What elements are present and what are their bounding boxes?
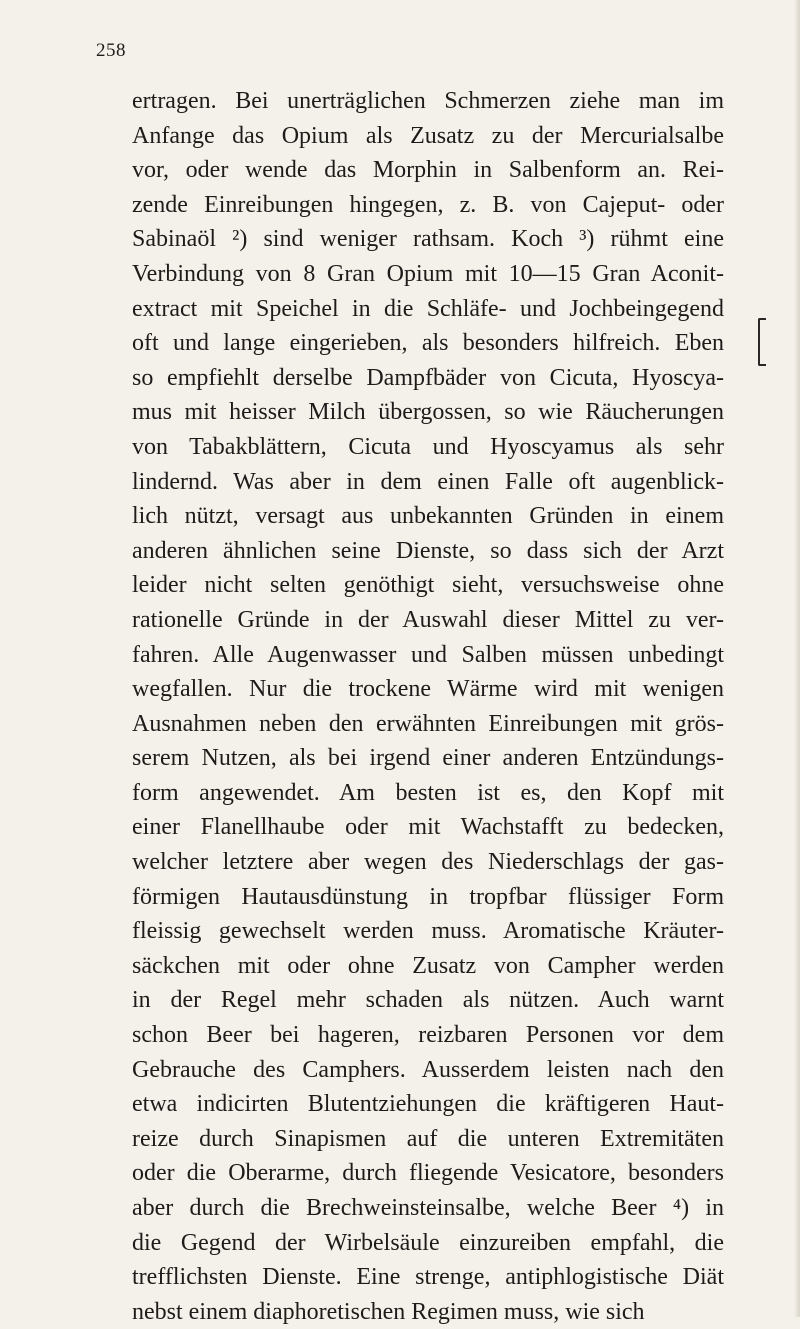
text-line: leider nicht selten genöthigt sieht, versuchsweise ohne [132,572,724,599]
text-line: säckchen mit oder ohne Zusatz von Campher werden [132,952,724,979]
text-line: Anfange das Opium als Zusatz zu der Mercurialsalbe [132,122,724,149]
text-line: extract mit Speichel in die Schläfe- und Jochbeingegend [132,295,724,322]
text-line: nebst einem diaphoretischen Regimen muss, wie sich [132,1298,645,1325]
margin-bracket-mark [758,318,766,366]
text-line: zende Einreibungen hingegen, z. B. von Cajeput- oder [132,191,724,218]
text-line: schon Beer bei hageren, reizbaren Personen vor dem [132,1022,724,1049]
text-line: wegfallen. Nur die trockene Wärme wird mit wenigen [132,676,724,703]
text-line: aber durch die Brechweinsteinsalbe, welche Beer ⁴) in [132,1195,724,1221]
text-line: serem Nutzen, als bei irgend einer anderen Entzündungs- [132,745,724,772]
text-line: die Gegend der Wirbelsäule einzureiben empfahl, die [132,1229,724,1256]
text-line: form angewendet. Am besten ist es, den Kopf mit [132,779,724,806]
text-line: fleissig gewechselt werden muss. Aromatische Kräuter- [132,918,724,945]
text-line: Gebrauche des Camphers. Ausserdem leisten nach den [132,1056,724,1083]
text-line: mus mit heisser Milch übergossen, so wie Räucherungen [132,399,724,426]
text-line: vor, oder wende das Morphin in Salbenform an. Rei- [132,157,724,184]
text-line: anderen ähnlichen seine Dienste, so dass sich der Arzt [132,537,724,564]
text-line: lich nützt, versagt aus unbekannten Gründen in einem [132,503,724,530]
text-line: so empfiehlt derselbe Dampfbäder von Cicuta, Hyoscya- [132,364,724,391]
text-line: welcher letztere aber wegen des Niederschlags der gas- [132,849,724,876]
page-number: 258 [96,40,126,61]
text-line: oder die Oberarme, durch fliegende Vesicatore, besonders [132,1160,724,1187]
text-line: reize durch Sinapismen auf die unteren Extremitäten [132,1125,724,1152]
page-edge-shadow [794,0,800,1317]
text-line: einer Flanellhaube oder mit Wachstafft zu bedecken, [132,814,724,841]
text-line: Sabinaöl ²) sind weniger rathsam. Koch ³) rühmt eine [132,226,724,253]
text-line: fahren. Alle Augenwasser und Salben müssen unbedingt [132,641,724,668]
text-line: etwa indicirten Blutentziehungen die kräftigeren Haut- [132,1091,724,1118]
text-line: von Tabakblättern, Cicuta und Hyoscyamus als sehr [132,433,724,460]
text-line: ertragen. Bei unerträglichen Schmerzen ziehe man im [132,88,724,114]
text-line: förmigen Hautausdünstung in tropfbar flüssiger Form [132,883,724,910]
text-line: rationelle Gründe in der Auswahl dieser Mittel zu ver- [132,606,724,633]
text-line: in der Regel mehr schaden als nützen. Auch warnt [132,987,724,1014]
text-line: oft und lange eingerieben, als besonders hilfreich. Eben [132,330,724,357]
text-line: Ausnahmen neben den erwähnten Einreibungen mit grös- [132,710,724,737]
text-line: trefflichsten Dienste. Eine strenge, antiphlogistische Diät [132,1264,724,1291]
text-line: lindernd. Was aber in dem einen Falle oft augenblick- [132,468,724,495]
text-line: Verbindung von 8 Gran Opium mit 10—15 Gran Aconit- [132,260,724,287]
body-text [132,84,724,1329]
